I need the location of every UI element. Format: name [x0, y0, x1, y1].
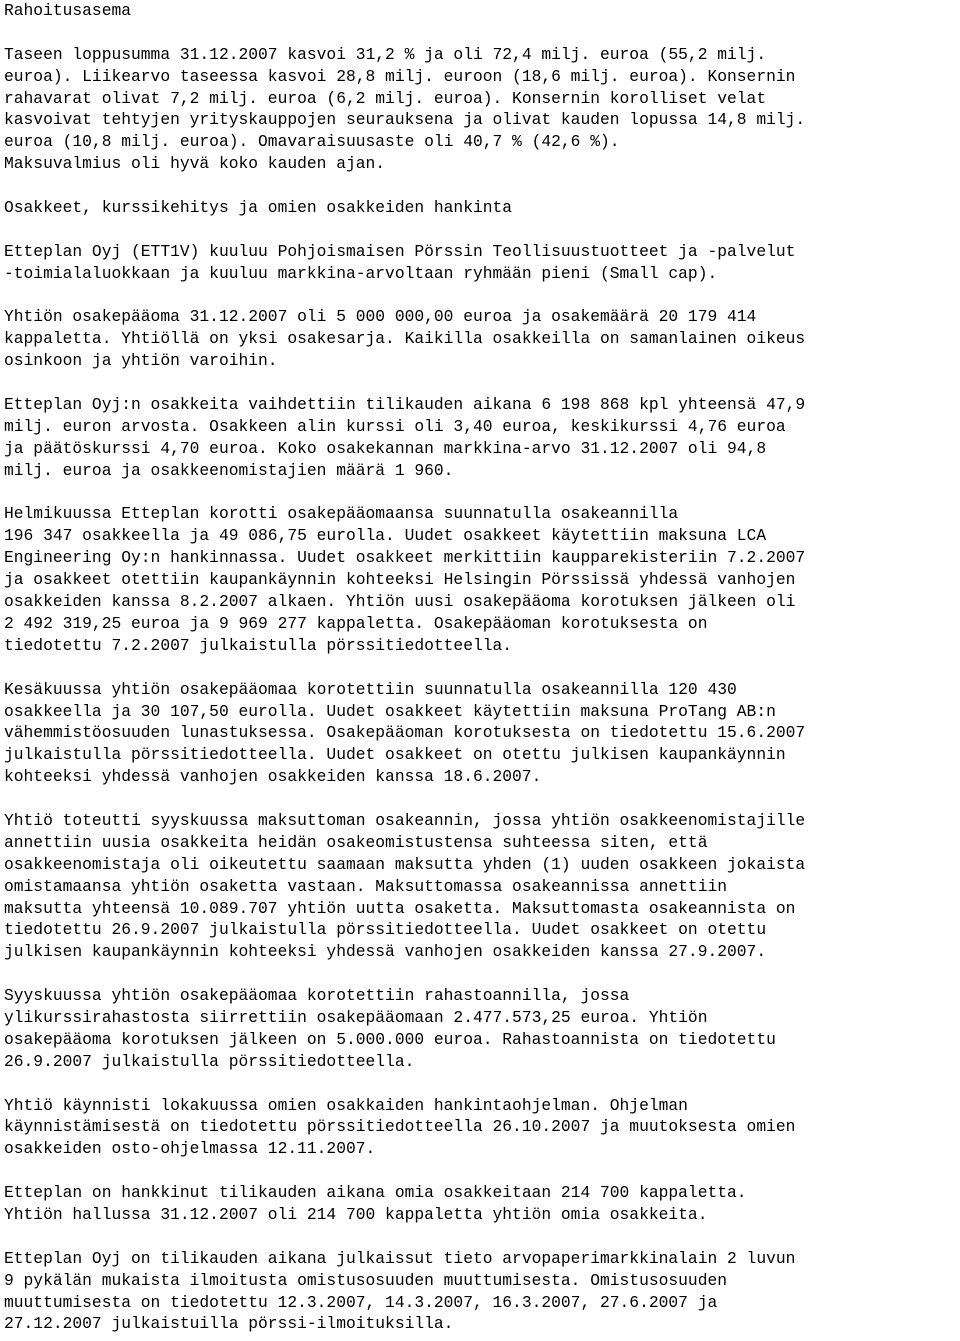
share-capital-paragraph [4, 306, 960, 372]
spacer [4, 482, 960, 504]
text-line: osakkeiden kanssa 8.2.2007 alkaen. Yhtiön uusi osakepääoma korotuksen jälkeen oli [4, 592, 796, 612]
buyback-start-paragraph [4, 1095, 960, 1161]
text-line: euroa (10,8 milj. euroa). Omavaraisuusaste oli 40,7 % (42,6 %). [4, 132, 620, 152]
text-line: ylikurssirahastosta siirrettiin osakepääomaan 2.477.573,25 euroa. Yhtiön [4, 1007, 708, 1027]
text-line: Syyskuussa yhtiön osakepääomaa korotettiin rahastoannilla, jossa [4, 986, 630, 1006]
spacer [4, 285, 960, 307]
spacer [4, 963, 960, 985]
text-line: osakkeella ja 30 107,50 eurolla. Uudet osakkeet käytettiin maksuna ProTang AB:n [4, 701, 776, 721]
text-line: osakepääoma korotuksen jälkeen on 5.000.000 euroa. Rahastoannista on tiedotettu [4, 1029, 776, 1049]
text-line: 196 347 osakkeella ja 49 086,75 eurolla. Uudet osakkeet käytettiin maksuna LCA [4, 526, 767, 546]
text-line: julkaistulla pörssitiedotteella. Uudet osakkeet on otettu julkisen kaupankäynnin [4, 745, 786, 765]
document-body [4, 44, 960, 1336]
own-shares-paragraph [4, 1182, 960, 1226]
listing-paragraph [4, 241, 960, 285]
text-line: Etteplan Oyj on tilikauden aikana julkaissut tieto arvopaperimarkkinalain 2 luvun [4, 1248, 796, 1268]
text-line: maksutta yhteensä 10.089.707 yhtiön uutta osaketta. Maksuttomasta osakeannista on [4, 898, 796, 918]
text-line: Helmikuussa Etteplan korotti osakepääomaansa suunnatulla osakeannilla [4, 504, 679, 524]
text-line: milj. euron arvosta. Osakkeen alin kurssi oli 3,40 euroa, keskikurssi 4,76 euroa [4, 416, 786, 436]
text-line: 2 492 319,25 euroa ja 9 969 277 kappaletta. Osakepääoman korotuksesta on [4, 613, 708, 633]
text-line: -toimialaluokkaan ja kuuluu markkina-arvoltaan ryhmään pieni (Small cap). [4, 263, 718, 283]
text-line: rahavarat olivat 7,2 milj. euroa (6,2 milj. euroa). Konsernin korolliset velat [4, 88, 767, 108]
text-line: Yhtiö käynnisti lokakuussa omien osakkaiden hankintaohjelman. Ohjelman [4, 1095, 688, 1115]
text-line: osakkeiden osto-ohjelmassa 12.11.2007. [4, 1139, 376, 1159]
trading-paragraph [4, 394, 960, 482]
spacer [4, 1073, 960, 1095]
shares-section-heading [4, 197, 960, 219]
text-line: käynnistämisestä on tiedotettu pörssitiedotteella 26.10.2007 ja muutoksesta omien [4, 1117, 796, 1137]
text-line: Osakkeet, kurssikehitys ja omien osakkeiden hankinta [4, 198, 513, 218]
text-line: kappaletta. Yhtiöllä on yksi osakesarja. Kaikilla osakkeilla on samanlainen oikeus [4, 329, 806, 349]
text-line: Yhtiön hallussa 31.12.2007 oli 214 700 kappaletta yhtiön omia osakkeita. [4, 1204, 708, 1224]
text-line: Etteplan on hankkinut tilikauden aikana omia osakkeitaan 214 700 kappaletta. [4, 1183, 747, 1203]
page-heading: Rahoitusasema [4, 1, 132, 20]
text-line: 26.9.2007 julkaistulla pörssitiedotteella. [4, 1051, 415, 1071]
text-line: milj. euroa ja osakkeenomistajien määrä 1 960. [4, 460, 454, 480]
text-line: 9 pykälän mukaista ilmoitusta omistusosuuden muuttumisesta. Omistusosuuden [4, 1270, 728, 1290]
document-page [4, 0, 960, 1335]
text-line: ja päätöskurssi 4,70 euroa. Koko osakekannan markkina-arvo 31.12.2007 oli 94,8 [4, 438, 767, 458]
text-line: osakkeenomistaja oli oikeutettu saamaan maksutta yhden (1) uuden osakkeen jokaista [4, 854, 806, 874]
text-line: omistamaansa yhtiön osaketta vastaan. Maksuttomassa osakeannissa annettiin [4, 876, 728, 896]
text-line: muuttumisesta on tiedotettu 12.3.2007, 14.3.2007, 16.3.2007, 27.6.2007 ja [4, 1292, 718, 1312]
text-line: Taseen loppusumma 31.12.2007 kasvoi 31,2 % ja oli 72,4 milj. euroa (55,2 milj. [4, 44, 767, 64]
text-line: kohteeksi yhdessä vanhojen osakkeiden kanssa 18.6.2007. [4, 767, 542, 787]
text-line: Etteplan Oyj (ETT1V) kuuluu Pohjoismaisen Pörssin Teollisuustuotteet ja -palvelut [4, 241, 796, 261]
text-line: Kesäkuussa yhtiön osakepääomaa korotettiin suunnatulla osakeannilla 120 430 [4, 679, 737, 699]
june-issue-paragraph [4, 679, 960, 788]
text-line: 27.12.2007 julkaistuilla pörssi-ilmoituksilla. [4, 1314, 454, 1334]
text-line: tiedotettu 26.9.2007 julkaistulla pörssitiedotteella. Uudet osakkeet on otettu [4, 920, 767, 940]
text-line: osinkoon ja yhtiön varoihin. [4, 351, 278, 371]
ownership-changes-paragraph [4, 1248, 960, 1336]
spacer [4, 372, 960, 394]
spacer [4, 1160, 960, 1182]
text-line: Yhtiö toteutti syyskuussa maksuttoman osakeannin, jossa yhtiön osakkeenomistajille [4, 810, 806, 830]
free-issue-paragraph [4, 810, 960, 963]
spacer [4, 175, 960, 197]
text-line: vähemmistöosuuden lunastuksessa. Osakepääoman korotuksesta on tiedotettu 15.6.2007 [4, 723, 806, 743]
spacer [4, 657, 960, 679]
text-line: julkisen kaupankäynnin kohteeksi yhdessä vanhojen osakkeiden kanssa 27.9.2007. [4, 942, 767, 962]
text-line: Etteplan Oyj:n osakkeita vaihdettiin tilikauden aikana 6 198 868 kpl yhteensä 47,9 [4, 395, 806, 415]
text-line: annettiin uusia osakkeita heidän osakeomistustensa suhteessa siten, että [4, 832, 708, 852]
text-line: euroa). Liikearvo taseessa kasvoi 28,8 milj. euroon (18,6 milj. euroa). Konsernin [4, 66, 796, 86]
text-line: Maksuvalmius oli hyvä koko kauden ajan. [4, 154, 386, 174]
text-line: ja osakkeet otettiin kaupankäynnin kohteeksi Helsingin Pörssissä yhdessä vanhojen [4, 570, 796, 590]
spacer [4, 22, 960, 44]
text-line: Engineering Oy:n hankinnassa. Uudet osakkeet merkittiin kaupparekisteriin 7.2.2007 [4, 548, 806, 568]
financial-position-paragraph [4, 44, 960, 175]
spacer [4, 219, 960, 241]
spacer [4, 788, 960, 810]
text-line: kasvoivat tehtyjen yrityskauppojen seurauksena ja olivat kauden lopussa 14,8 milj. [4, 110, 806, 130]
february-issue-paragraph [4, 503, 960, 656]
spacer [4, 1226, 960, 1248]
text-line: tiedotettu 7.2.2007 julkaistulla pörssitiedotteella. [4, 635, 513, 655]
text-line: Yhtiön osakepääoma 31.12.2007 oli 5 000 000,00 euroa ja osakemäärä 20 179 414 [4, 307, 757, 327]
fund-issue-paragraph [4, 985, 960, 1073]
